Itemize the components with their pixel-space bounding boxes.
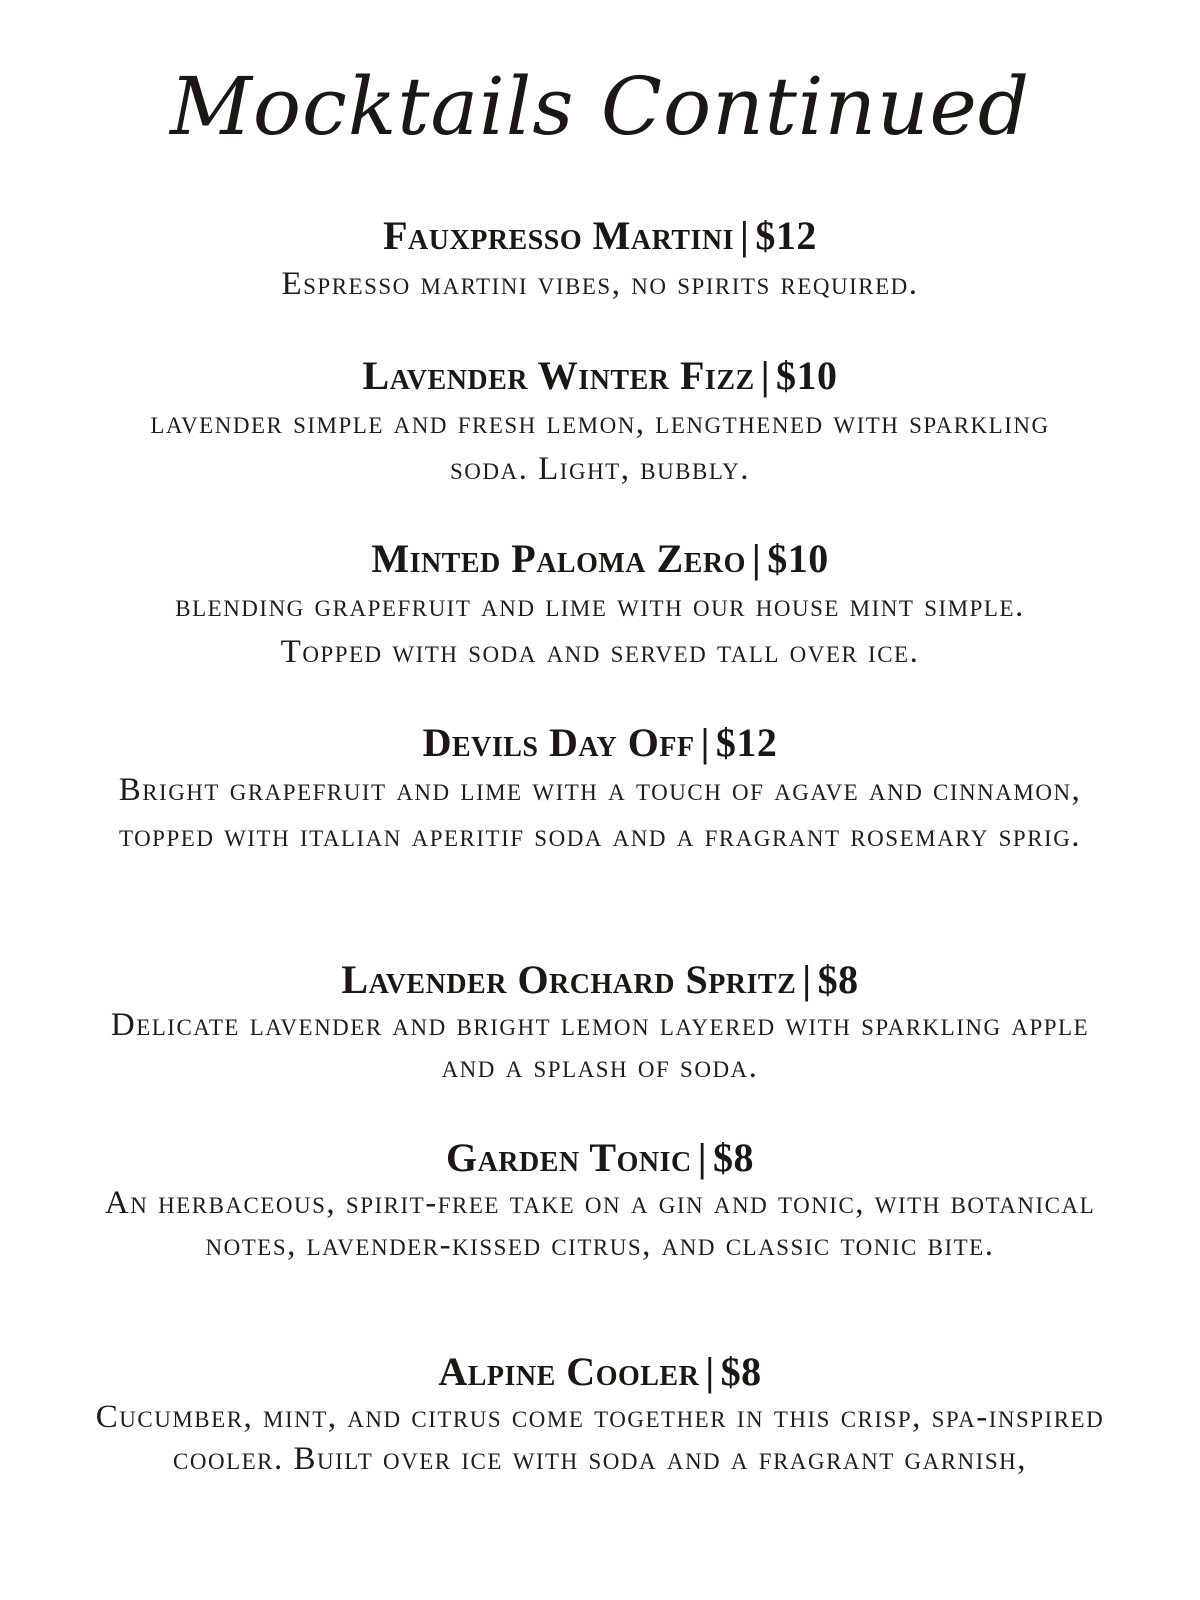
menu-item-devils-day-off [80, 719, 1120, 859]
page-title: Mocktails Continued [169, 60, 1031, 153]
menu-item-alpine-cooler [80, 1348, 1120, 1480]
separator: | [697, 1135, 708, 1180]
item-description: Delicate lavender and bright lemon layered with sparkling apple and a splash of soda. [110, 1007, 1090, 1085]
separator: | [751, 536, 762, 581]
item-heading [80, 212, 1120, 260]
item-description: Espresso martini vibes, no spirits required. [281, 266, 919, 302]
item-name: Alpine Cooler [438, 1349, 700, 1394]
item-description: Cucumber, mint, and citrus come together in this crisp, spa-inspired cooler. Built over ice with soda and a fragrant garnish, [95, 1399, 1105, 1477]
item-price: $12 [715, 720, 778, 765]
item-name: Lavender Orchard Spritz [341, 957, 797, 1002]
item-price: $8 [720, 1349, 762, 1394]
menu-item-minted-paloma-zero [80, 535, 1120, 675]
menu-item-garden-tonic [80, 1134, 1120, 1266]
item-heading [80, 535, 1120, 583]
item-name: Garden Tonic [445, 1135, 692, 1180]
item-description: lavender simple and fresh lemon, lengthened with sparkling soda. Light, bubbly. [150, 405, 1050, 487]
item-name: Minted Paloma Zero [371, 536, 746, 581]
item-description: An herbaceous, spirit-free take on a gin and tonic, with botanical notes, lavender-kissed citrus, and classic tonic bite. [104, 1185, 1096, 1263]
separator: | [705, 1349, 715, 1394]
separator: | [802, 957, 812, 1002]
item-price: $8 [713, 1135, 755, 1180]
menu-item-fauxpresso-martini [80, 212, 1120, 308]
item-price: $10 [776, 353, 838, 398]
item-heading [80, 1348, 1120, 1396]
item-name: Lavender Winter Fizz [362, 353, 755, 398]
item-description: Bright grapefruit and lime with a touch of agave and cinnamon, topped with italian aperitif soda and a fragrant rosemary sprig. [118, 772, 1082, 854]
separator: | [700, 720, 710, 765]
item-heading [80, 1134, 1120, 1182]
item-name: Fauxpresso Martini [383, 213, 735, 258]
item-heading [80, 956, 1120, 1004]
separator: | [740, 213, 750, 258]
item-description: blending grapefruit and lime with our house mint simple. Topped with soda and served tall over ice. [175, 588, 1025, 670]
item-heading [80, 352, 1120, 400]
separator: | [760, 353, 770, 398]
item-heading [80, 719, 1120, 767]
menu-item-lavender-winter-fizz [80, 352, 1120, 492]
item-price: $8 [817, 957, 859, 1002]
menu-item-lavender-orchard-spritz [80, 956, 1120, 1088]
item-price: $10 [767, 536, 829, 581]
item-name: Devils Day Off [422, 720, 695, 765]
item-price: $12 [755, 213, 817, 258]
